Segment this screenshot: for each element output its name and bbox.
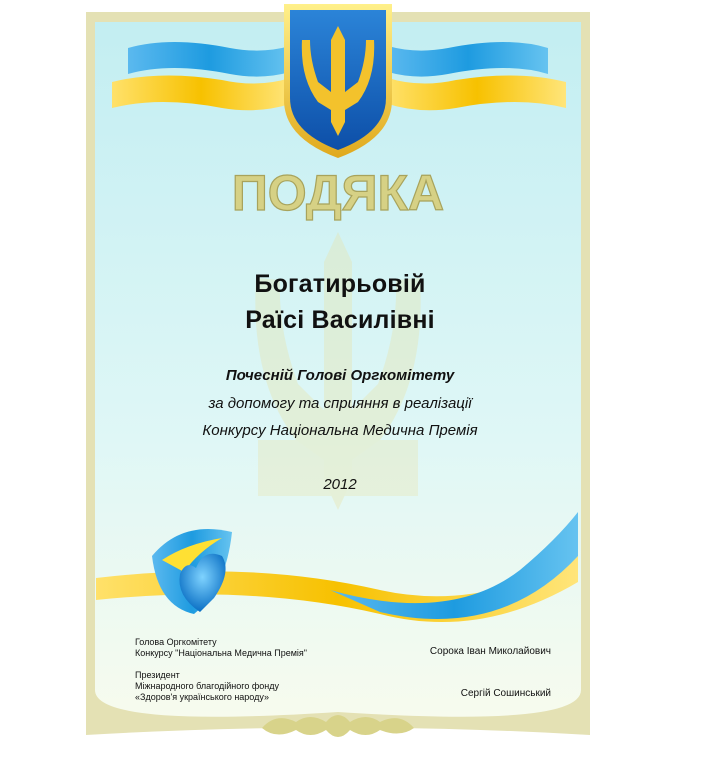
reason-line-2: Конкурсу Національна Медична Премія (202, 422, 478, 439)
recipient-surname: Богатирьовій (254, 270, 426, 298)
certificate-year: 2012 (323, 476, 357, 493)
certificate-title: ПОДЯКА (231, 165, 445, 221)
recipient-role: Почесній Голові Оргкомітету (225, 367, 455, 384)
signature-name-2: Сергій Сошинський (460, 688, 551, 699)
signature-position-line: Міжнародного благодійного фонду (135, 681, 279, 691)
signature-name-1: Сорока Іван Миколайович (429, 646, 551, 657)
reason-line-1: за допомогу та сприяння в реалізації (208, 395, 472, 412)
recipient-given-names: Раїсі Василівні (245, 306, 435, 334)
signature-position-line: Президент (135, 670, 180, 680)
signature-position-line: «Здоров'я українського народу» (135, 692, 269, 702)
signature-block-1-position (135, 637, 307, 659)
signature-position-line: Конкурсу "Національна Медична Премія" (135, 648, 307, 658)
coat-of-arms-icon (284, 4, 392, 158)
signature-position-line: Голова Оргкомітету (135, 637, 217, 647)
signature-block-2-position (135, 670, 279, 703)
